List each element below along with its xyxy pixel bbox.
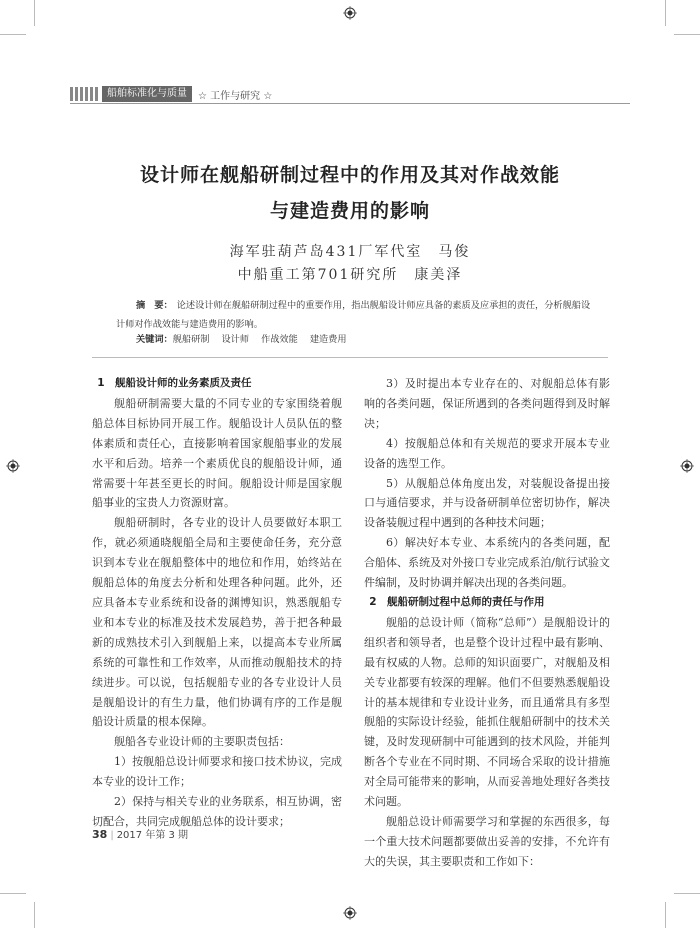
body-paragraph: 4）按舰船总体和有关规范的要求开展本专业设备的选型工作。 <box>364 436 610 470</box>
author-line-1: 海军驻葫芦岛431厂军代室 马俊 <box>229 244 471 260</box>
registration-mark-icon <box>680 459 694 473</box>
header-rule <box>70 103 630 104</box>
body-column-left <box>92 374 342 832</box>
crop-mark <box>674 893 700 894</box>
issue-label: 2017 年第 3 期 <box>116 830 189 841</box>
section-heading-2: 2 舰船研制过程中总师的责任与作用 <box>369 595 545 608</box>
registration-mark-icon <box>343 906 357 920</box>
article-title-line-1: 设计师在舰船研制过程中的作用及其对作战效能 <box>139 164 560 186</box>
crop-mark <box>0 893 26 894</box>
abstract-text: 论述设计师在舰船研制过程中的重要作用，指出舰船设计师应具备的素质及应承担的责任，分析舰船设计师对作战效能与建造费用的影响。 <box>116 300 591 330</box>
keyword: 建造费用 <box>309 334 347 345</box>
abstract-label: 摘 要： <box>136 300 173 311</box>
keyword: 作战效能 <box>261 334 298 345</box>
header-bars-decoration <box>70 87 98 101</box>
journal-section-tag: 船舶标准化与质量 <box>102 86 192 102</box>
body-paragraph: 舰船各专业设计师的主要职责包括： <box>114 735 290 749</box>
crop-mark <box>665 0 666 26</box>
body-paragraph: 2）保持与相关专业的业务联系，相互协调，密切配合，共同完成舰船总体的设计要求； <box>92 795 342 828</box>
keywords-label: 关键词： <box>136 334 173 345</box>
author-line-2: 中船重工第701研究所 康美泽 <box>237 267 463 283</box>
article-title-line-2: 与建造费用的影响 <box>269 200 430 222</box>
abstract <box>116 296 594 334</box>
body-paragraph: 3）及时提出本专业存在的、对舰船总体有影响的各类问题，保证所遇到的各类问题得到及时解决； <box>364 377 610 430</box>
running-header <box>70 86 272 102</box>
page-folio: 38 | 2017 年第 3 期 <box>92 828 189 841</box>
page-number: 38 <box>92 828 108 841</box>
crop-mark <box>665 902 666 928</box>
crop-mark <box>34 902 35 928</box>
keyword: 设计师 <box>221 334 250 345</box>
keyword: 舰船研制 <box>172 334 210 345</box>
section-divider <box>92 357 608 358</box>
keywords <box>136 331 347 345</box>
body-paragraph: 舰船研制时，各专业的设计人员要做好本职工作，就必须通晓舰船全局和主要使命任务，充分意识到本专业在舰船整体中的地位和作用，始终站在舰船总体的角度去分析和处理各种问题。此外，还应具备本专业系统和设备的渊博知识，熟悉舰船专业和本专业的标准及技术发展趋势，善于把各种最新的成熟技术引入到舰船上来，以提高本专业所属系统的可靠性和工作效率，从而推动舰船技术的持续进步。可以说，包括舰船专业的各专业设计人员是舰船设计的有生力量，他们协调有序的工作是舰船设计质量的根本保障。 <box>92 516 342 729</box>
body-column-right <box>364 374 610 872</box>
body-paragraph: 舰船总设计师需要学习和掌握的东西很多，每一个重大技术问题都要做出妥善的安排，不允许有大的失误，其主要职责和工作如下： <box>364 814 610 868</box>
body-paragraph: 舰船研制需要大量的不同专业的专家围绕着舰船总体目标协同开展工作。舰船设计人员队伍的整体素质和责任心，直接影响着国家舰船事业的发展水平和后劲。培养一个素质优良的舰船设计师，通常需要十年甚至更长的时间。舰船设计师是国家舰船事业的宝贵人力资源财富。 <box>92 396 342 510</box>
crop-mark <box>34 0 35 26</box>
section-heading-1: 1 舰船设计师的业务素质及责任 <box>97 377 252 389</box>
body-paragraph: 舰船的总设计师（简称“总师”）是舰船设计的组织者和领导者，也是整个设计过程中最有影响、最有权威的人物。总师的知识面要广，对舰船及相关专业都要有较深的理解。他们不但要熟悉舰船设计的基本规律和专业设计业务，而且通常具有多型舰船的实际设计经验，能抓住舰船研制中的技术关键，及时发现研制中可能遇到的技术风险，并能判断各个专业在不同时期、不同场合采取的设计措施对全局可能带来的影响，从而妥善地处理好各类技术问题。 <box>364 615 610 809</box>
registration-mark-icon <box>343 6 357 20</box>
crop-mark <box>0 34 26 35</box>
registration-mark-icon <box>6 459 20 473</box>
crop-mark <box>674 34 700 35</box>
body-paragraph: 6）解决好本专业、本系统内的各类问题，配合船体、系统及对外接口专业完成系泊/航行试验文件编制，及时协调并解决出现的各类问题。 <box>364 536 610 590</box>
body-paragraph: 5）从舰船总体角度出发，对装舰设备提出接口与通信要求，并与设备研制单位密切协作，解决设备装舰过程中遇到的各种技术问题； <box>364 476 610 530</box>
column-name: ☆ 工作与研究 ☆ <box>198 90 273 102</box>
body-paragraph: 1）按舰船总设计师要求和接口技术协议，完成本专业的设计工作； <box>92 755 342 789</box>
